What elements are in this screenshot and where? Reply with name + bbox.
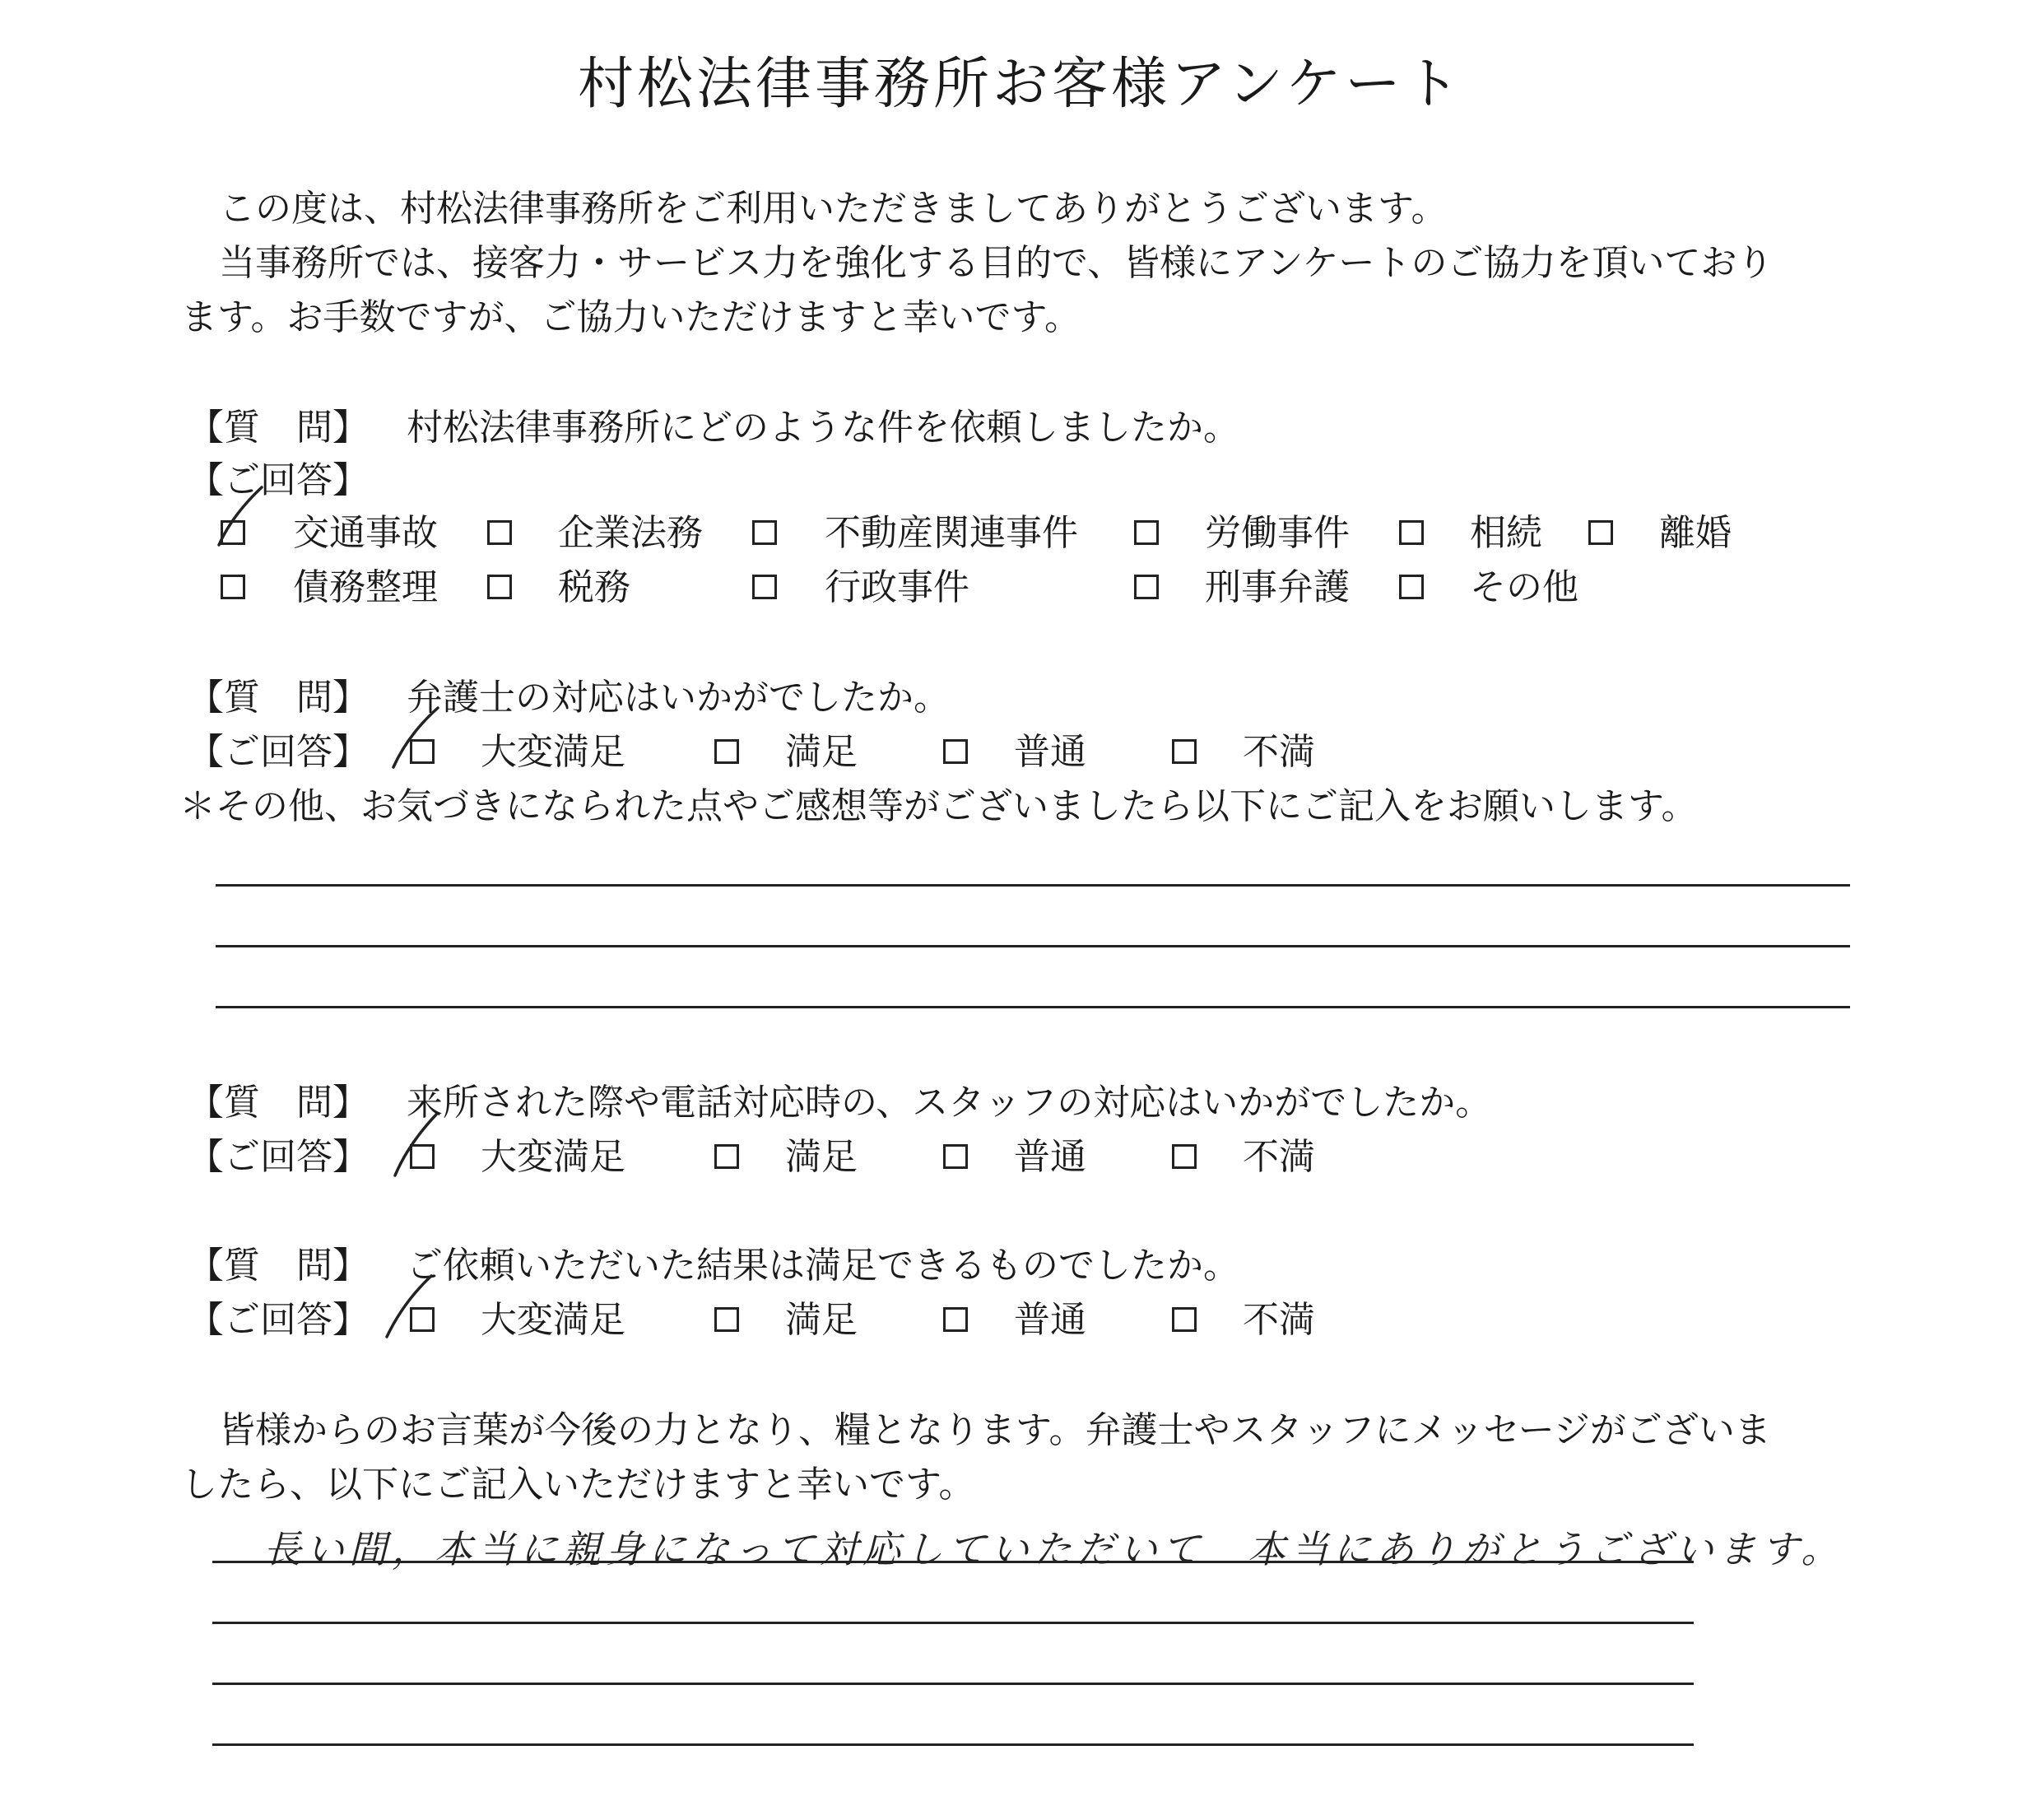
q1-checkbox-traffic[interactable]	[221, 520, 245, 545]
q3-option-label: 不満	[1243, 1136, 1315, 1178]
q1-checkbox-inheritance[interactable]	[1399, 520, 1424, 545]
q2-checkbox-neutral[interactable]	[943, 739, 968, 764]
q3-question-text: 来所された際や電話対応時の、スタッフの対応はいかがでしたか。	[407, 1082, 1492, 1124]
message-line-1[interactable]	[212, 1561, 1694, 1563]
q3-option-label: 普通	[1014, 1136, 1086, 1178]
handwritten-message: 長い間，本当に親身になって対応していただいて 本当にありがとうございます。	[263, 1527, 1844, 1571]
q2-answer-label: 【ご回答】	[188, 731, 369, 773]
q4-checkbox-satisfied[interactable]	[714, 1307, 739, 1332]
q1-option-label: 税務	[558, 566, 630, 608]
message-line-2[interactable]	[212, 1622, 1694, 1624]
q3-checkbox-neutral[interactable]	[943, 1144, 968, 1169]
q4-question-text: ご依頼いただいた結果は満足できるものでしたか。	[407, 1245, 1239, 1287]
q1-question-label: 【質 問】	[188, 407, 369, 449]
q3-checkbox-dissatisfied[interactable]	[1172, 1144, 1197, 1169]
q4-option-label: 不満	[1243, 1299, 1315, 1341]
q1-checkbox-criminal[interactable]	[1134, 575, 1159, 599]
q4-question-label: 【質 問】	[188, 1245, 369, 1287]
comment-line-1[interactable]	[216, 884, 1850, 887]
intro-line-3: ます。お手数ですが、ご協力いただけますと幸いです。	[181, 296, 1081, 338]
comment-line-2[interactable]	[216, 945, 1850, 947]
q2-question-label: 【質 問】	[188, 677, 369, 719]
q4-checkbox-very-satisfied[interactable]	[410, 1307, 435, 1332]
q3-checkbox-very-satisfied[interactable]	[410, 1144, 435, 1169]
q2-note: ＊その他、お気づきになられた点やご感想等がございましたら以下にご記入をお願いします。	[179, 785, 1698, 827]
closing-line-1: 皆様からのお言葉が今後の力となり、糧となります。弁護士やスタッフにメッセージがございま	[219, 1409, 1771, 1451]
intro-line-1: この度は、村松法律事務所をご利用いただきましてありがとうございます。	[219, 188, 1448, 230]
q4-option-label: 満足	[785, 1299, 858, 1341]
intro-line-2: 当事務所では、接客力・サービス力を強化する目的で、皆様にアンケートのご協力を頂いており	[219, 242, 1774, 284]
q4-option-label: 大変満足	[481, 1299, 625, 1341]
q1-option-label: 労働事件	[1205, 512, 1350, 554]
q1-option-label: 行政事件	[825, 566, 969, 608]
q2-checkbox-satisfied[interactable]	[714, 739, 739, 764]
closing-line-2: したら、以下にご記入いただけますと幸いです。	[181, 1464, 975, 1506]
q1-checkbox-other[interactable]	[1399, 575, 1424, 599]
q1-option-label: その他	[1470, 566, 1578, 608]
q1-option-label: 不動産関連事件	[825, 512, 1078, 554]
q1-checkbox-debt[interactable]	[221, 575, 245, 599]
q2-option-label: 不満	[1243, 731, 1315, 773]
page-title: 村松法律事務所お客様アンケート	[578, 52, 1463, 117]
q2-option-label: 満足	[785, 731, 858, 773]
message-line-3[interactable]	[212, 1683, 1694, 1685]
q1-checkbox-corporate[interactable]	[487, 520, 512, 545]
q4-answer-label: 【ご回答】	[188, 1299, 369, 1341]
q3-option-label: 満足	[785, 1136, 858, 1178]
q1-option-label: 相続	[1470, 512, 1542, 554]
q1-option-label: 刑事弁護	[1205, 566, 1350, 608]
q1-option-label: 企業法務	[558, 512, 703, 554]
q1-option-label: 離婚	[1659, 512, 1732, 554]
comment-line-3[interactable]	[216, 1006, 1850, 1008]
q1-checkbox-realestate[interactable]	[752, 520, 777, 545]
q1-checkbox-labor[interactable]	[1134, 520, 1159, 545]
q3-checkbox-satisfied[interactable]	[714, 1144, 739, 1169]
q3-option-label: 大変満足	[481, 1136, 625, 1178]
q2-checkbox-dissatisfied[interactable]	[1172, 739, 1197, 764]
q1-answer-label: 【ご回答】	[188, 459, 369, 501]
q2-checkbox-very-satisfied[interactable]	[410, 739, 435, 764]
q2-option-label: 普通	[1014, 731, 1086, 773]
q1-checkbox-administrative[interactable]	[752, 575, 777, 599]
q3-answer-label: 【ご回答】	[188, 1136, 369, 1178]
q1-option-label: 債務整理	[293, 566, 438, 608]
q1-checkbox-tax[interactable]	[487, 575, 512, 599]
q4-option-label: 普通	[1014, 1299, 1086, 1341]
message-line-4[interactable]	[212, 1743, 1694, 1746]
q3-question-label: 【質 問】	[188, 1082, 369, 1124]
q1-question-text: 村松法律事務所にどのような件を依頼しましたか。	[407, 407, 1239, 449]
q2-option-label: 大変満足	[481, 731, 625, 773]
q2-question-text: 弁護士の対応はいかがでしたか。	[407, 677, 950, 719]
q1-option-label: 交通事故	[293, 512, 438, 554]
q1-checkbox-divorce[interactable]	[1588, 520, 1613, 545]
q4-checkbox-dissatisfied[interactable]	[1172, 1307, 1197, 1332]
q4-checkbox-neutral[interactable]	[943, 1307, 968, 1332]
